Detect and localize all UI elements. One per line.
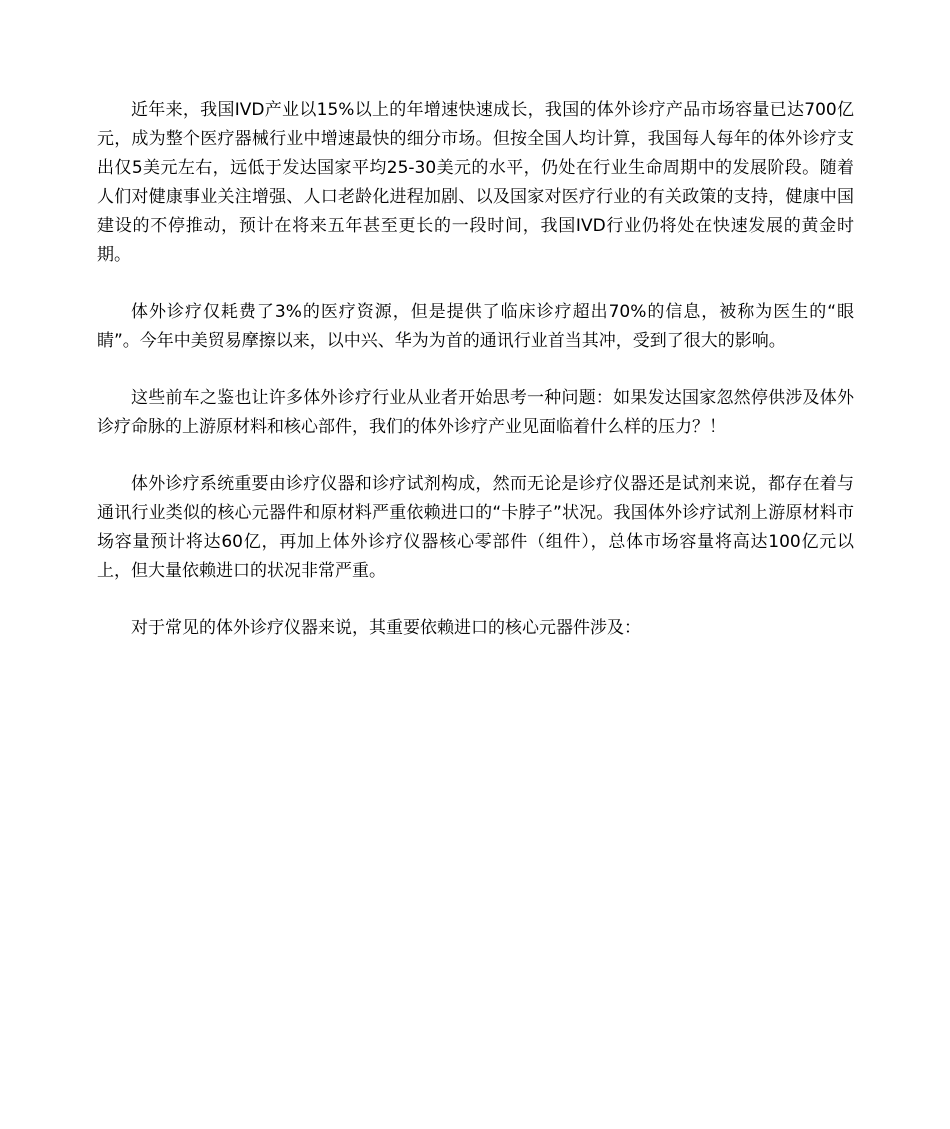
document-page: [97, 96, 854, 671]
paragraph-supply-risk: 这些前车之鉴也让许多体外诊疗行业从业者开始思考一种问题：如果发达国家忽然停供涉及体外诊疗命脉的上游原材料和核心部件，我们的体外诊疗产业见面临着什么样的压力？！: [97, 388, 854, 437]
paragraph-import-dependence: 体外诊疗系统重要由诊疗仪器和诊疗试剂构成，然而无论是诊疗仪器还是试剂来说，都存在着与通讯行业类似的核心元器件和原材料严重依赖进口的“卡脖子”状况。我国体外诊疗试剂上游原材料市场容量预计将达60亿，再加上体外诊疗仪器核心零部件（组件），总体市场容量将高达100亿元以上，但大量依赖进口的状况非常严重。: [97, 474, 854, 581]
paragraph-core-components-intro: 对于常见的体外诊疗仪器来说，其重要依赖进口的核心元器件涉及：: [131, 618, 641, 638]
paragraph-diagnostic-value: 体外诊疗仅耗费了3%的医疗资源，但是提供了临床诊疗超出70%的信息，被称为医生的“眼睛”。今年中美贸易摩擦以来，以中兴、华为为首的通讯行业首当其冲，受到了很大的影响。: [97, 302, 854, 351]
paragraph-ivd-growth: 近年来，我国IVD产业以15%以上的年增速快速成长，我国的体外诊疗产品市场容量已达700亿元，成为整个医疗器械行业中增速最快的细分市场。但按全国人均计算，我国每人每年的体外诊疗支出仅5美元左右，远低于发达国家平均25-30美元的水平，仍处在行业生命周期中的发展阶段。随着人们对健康事业关注增强、人口老龄化进程加剧、以及国家对医疗行业的有关政策的支持，健康中国建设的不停推动，预计在将来五年甚至更长的一段时间，我国IVD行业仍将处在快速发展的黄金时期。: [97, 100, 854, 265]
